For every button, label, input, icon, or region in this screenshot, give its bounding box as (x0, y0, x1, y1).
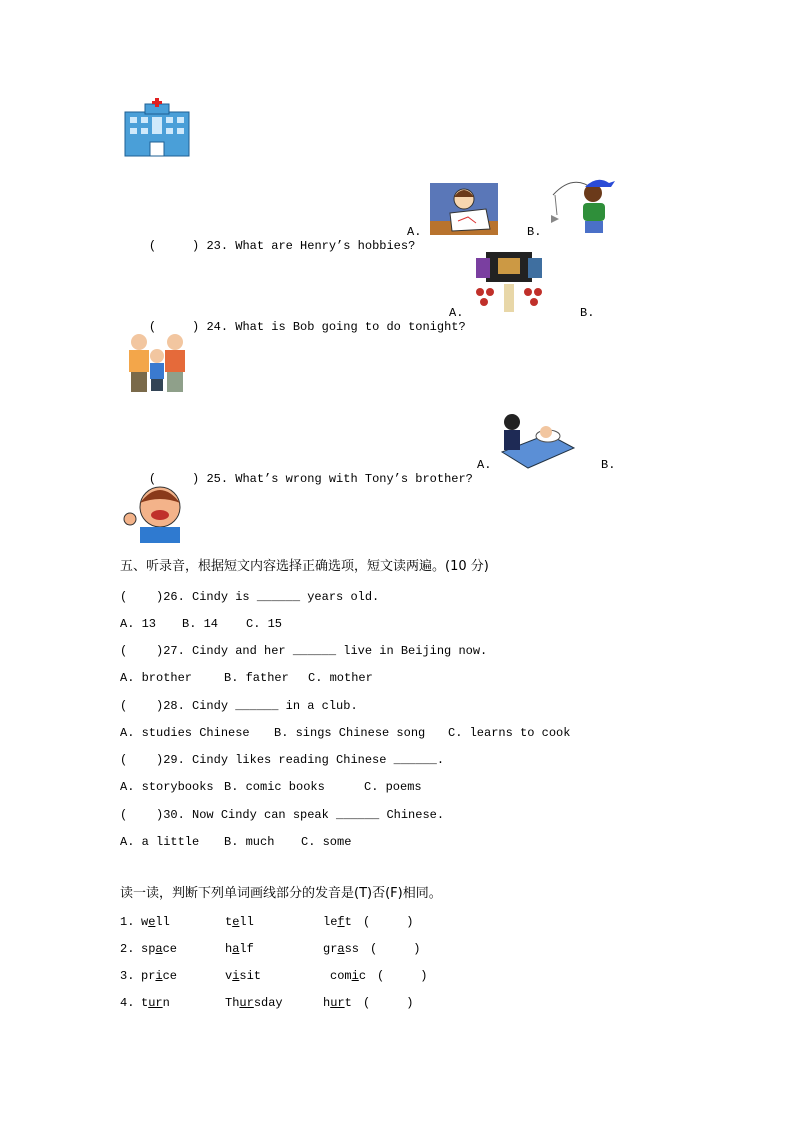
answer-bracket[interactable]: ( ) (363, 996, 414, 1010)
underlined-part: ur (330, 996, 345, 1010)
cinema-picture (472, 250, 546, 312)
underlined-part: a (232, 942, 240, 956)
family-picture (125, 330, 191, 394)
phonics-word (225, 969, 261, 983)
word-part: Th (225, 996, 240, 1010)
word-part: ss (344, 942, 360, 956)
phonics-word (225, 942, 254, 956)
underlined-part: i (155, 969, 163, 983)
option-c: C. some (301, 835, 352, 849)
boy-fishing-picture (549, 175, 617, 237)
phonics-title: 读一读，判断下列单词画线部分的发音是(T)否(F)相同。 (120, 886, 442, 901)
phonics-word (141, 969, 177, 983)
underlined-part: i (351, 969, 359, 983)
phonics-word (323, 996, 352, 1010)
underlined-part: e (232, 915, 240, 929)
option-b: B. 14 (182, 617, 219, 631)
word-part: sp (141, 942, 156, 956)
crying-boy-picture (120, 483, 194, 543)
option-a: A. storybooks (120, 780, 214, 794)
phonics-word (141, 996, 170, 1010)
underlined-part: a (337, 942, 345, 956)
word-part: t (225, 915, 233, 929)
word-part: v (225, 969, 233, 983)
word-part: t (344, 915, 352, 929)
word-part: sit (239, 969, 262, 983)
phonics-word (323, 915, 352, 929)
section-5-title: 五、听录音，根据短文内容选择正确选项，短文读两遍。(10 分) (120, 559, 489, 574)
sick-in-bed-picture (498, 412, 576, 470)
girl-drawing-picture (430, 183, 498, 235)
option-a: A. studies Chinese (120, 726, 250, 740)
option-a: A. 13 (120, 617, 157, 631)
option-c: C. 15 (246, 617, 283, 631)
phonics-word (141, 942, 177, 956)
phonics-word (225, 915, 254, 929)
word-part: ll (239, 915, 254, 929)
option-c: C. mother (308, 671, 373, 685)
word-part: sday (253, 996, 283, 1010)
word-part: ce (162, 942, 178, 956)
answer-bracket[interactable]: ( ) (148, 472, 200, 486)
option-b: B. father (224, 671, 289, 685)
question-text: 25. What’s wrong with Tony’s brother? (206, 472, 473, 486)
row-number: 1. (120, 915, 135, 929)
question-text: 23. What are Henry’s hobbies? (206, 239, 416, 253)
word-part: gr (323, 942, 338, 956)
phonics-word (225, 996, 283, 1010)
underlined-part: ur (148, 996, 163, 1010)
word-part: w (141, 915, 149, 929)
word-part: h (323, 996, 331, 1010)
word-part: com (330, 969, 352, 983)
option-a: A. a little (120, 835, 200, 849)
row-number: 4. (120, 996, 135, 1010)
row-number: 2. (120, 942, 135, 956)
underlined-part: a (155, 942, 163, 956)
row-number: 3. (120, 969, 135, 983)
option-a: A. brother (120, 671, 193, 685)
hospital-picture (123, 98, 191, 158)
option-b-label: B. (601, 458, 616, 472)
option-b-label: B. (580, 306, 595, 320)
question-text: 24. What is Bob going to do tonight? (206, 320, 466, 334)
option-b: B. sings Chinese song (274, 726, 426, 740)
word-part: ce (162, 969, 178, 983)
underlined-part: f (337, 915, 345, 929)
question-29: ( )29. Cindy likes reading Chinese ______. (120, 753, 445, 767)
word-part: pr (141, 969, 156, 983)
answer-bracket[interactable]: ( ) (363, 915, 414, 929)
option-a-label: A. (477, 458, 492, 472)
phonics-word (330, 969, 366, 983)
phonics-word (141, 915, 170, 929)
word-part: ll (155, 915, 170, 929)
option-b: B. much (224, 835, 275, 849)
question-30: ( )30. Now Cindy can speak ______ Chinese. (120, 808, 445, 822)
option-b-label: B. (527, 225, 542, 239)
word-part: t (141, 996, 149, 1010)
underlined-part: i (232, 969, 240, 983)
underlined-part: ur (239, 996, 254, 1010)
word-part: h (225, 942, 233, 956)
question-27: ( )27. Cindy and her ______ live in Beijing now. (120, 644, 488, 658)
question-23 (120, 225, 415, 267)
underlined-part: e (148, 915, 156, 929)
word-part: c (358, 969, 367, 983)
answer-bracket[interactable]: ( ) (377, 969, 428, 983)
answer-bracket[interactable]: ( ) (148, 320, 200, 334)
option-a-label: A. (449, 306, 464, 320)
option-b: B. comic books (224, 780, 325, 794)
word-part: n (162, 996, 170, 1010)
answer-bracket[interactable]: ( ) (370, 942, 421, 956)
answer-bracket[interactable]: ( ) (148, 239, 200, 253)
word-part: le (323, 915, 338, 929)
word-part: t (344, 996, 352, 1010)
word-part: lf (239, 942, 254, 956)
question-28: ( )28. Cindy ______ in a club. (120, 699, 358, 713)
question-26: ( )26. Cindy is ______ years old. (120, 590, 380, 604)
phonics-word (323, 942, 359, 956)
option-a-label: A. (407, 225, 422, 239)
option-c: C. learns to cook (448, 726, 571, 740)
option-c: C. poems (364, 780, 422, 794)
